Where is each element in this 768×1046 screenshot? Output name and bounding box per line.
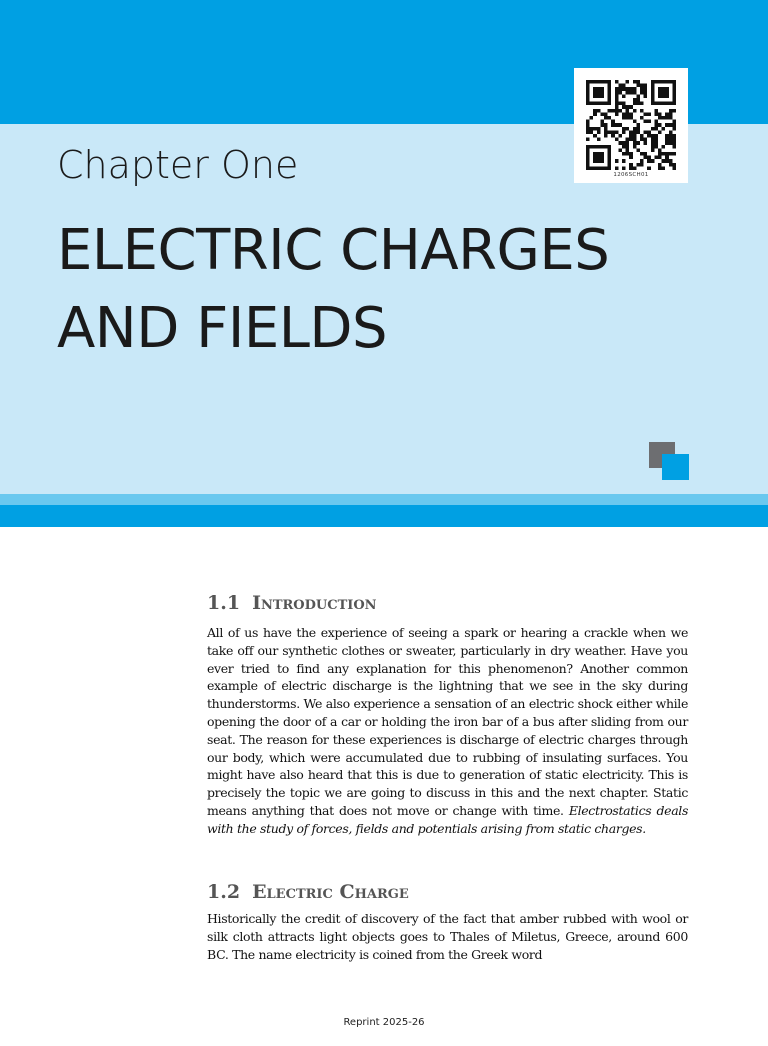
section-heading-electric-charge <box>207 881 409 903</box>
divider-stripe <box>0 494 768 505</box>
divider-band <box>0 505 768 527</box>
paragraph-emphasis: Electrostatics deals with the study of forces, fields and potentials arising from static charges. <box>207 802 689 836</box>
section-number: 1.2 <box>207 881 241 903</box>
qr-panel[interactable] <box>574 68 688 183</box>
decorative-square-blue <box>662 454 689 480</box>
paragraph-text: Historically the credit of discovery of the fact that amber rubbed with wool or silk cloth attracts light objects goes to Thales of Miletus, Greece, around 600 BC. The name electricity is coined from the Greek word <box>207 911 688 962</box>
section-title: Introduction <box>252 592 377 614</box>
qr-code-icon <box>586 80 676 170</box>
section-title: Electric Charge <box>252 881 409 903</box>
reprint-footer: Reprint 2025-26 <box>343 1017 425 1028</box>
chapter-title-line-1: ELECTRIC CHARGES <box>57 218 610 283</box>
section-heading-introduction <box>207 592 377 614</box>
chapter-number: Chapter One <box>57 143 299 187</box>
section-paragraph <box>207 910 688 963</box>
chapter-title-line-2: AND FIELDS <box>57 296 388 361</box>
chapter-title <box>57 212 697 368</box>
paragraph-text: All of us have the experience of seeing a spark or hearing a crackle when we take off our synthetic clothes or sweater, particularly in dry weather. Have you ever tried to find any explanation for this phenomenon? Another common example of electric discharge is the lightning that we see in the sky during thunderstorms. We also experience a sensation of an electric shock either while opening the door of a car or holding the iron bar of a bus after sliding from our seat. The reason for these experiences is discharge of electric charges through our body, which were accumulated due to rubbing of insulating surfaces. You might have also heard that this is due to generation of static electricity. This is precisely the topic we are going to discuss in this and the next chapter. Static means anything that does not move or change with time. <box>207 625 688 818</box>
section-number: 1.1 <box>207 592 241 614</box>
section-paragraph <box>207 624 688 838</box>
qr-code-label: 1206SCH01 <box>613 172 649 178</box>
